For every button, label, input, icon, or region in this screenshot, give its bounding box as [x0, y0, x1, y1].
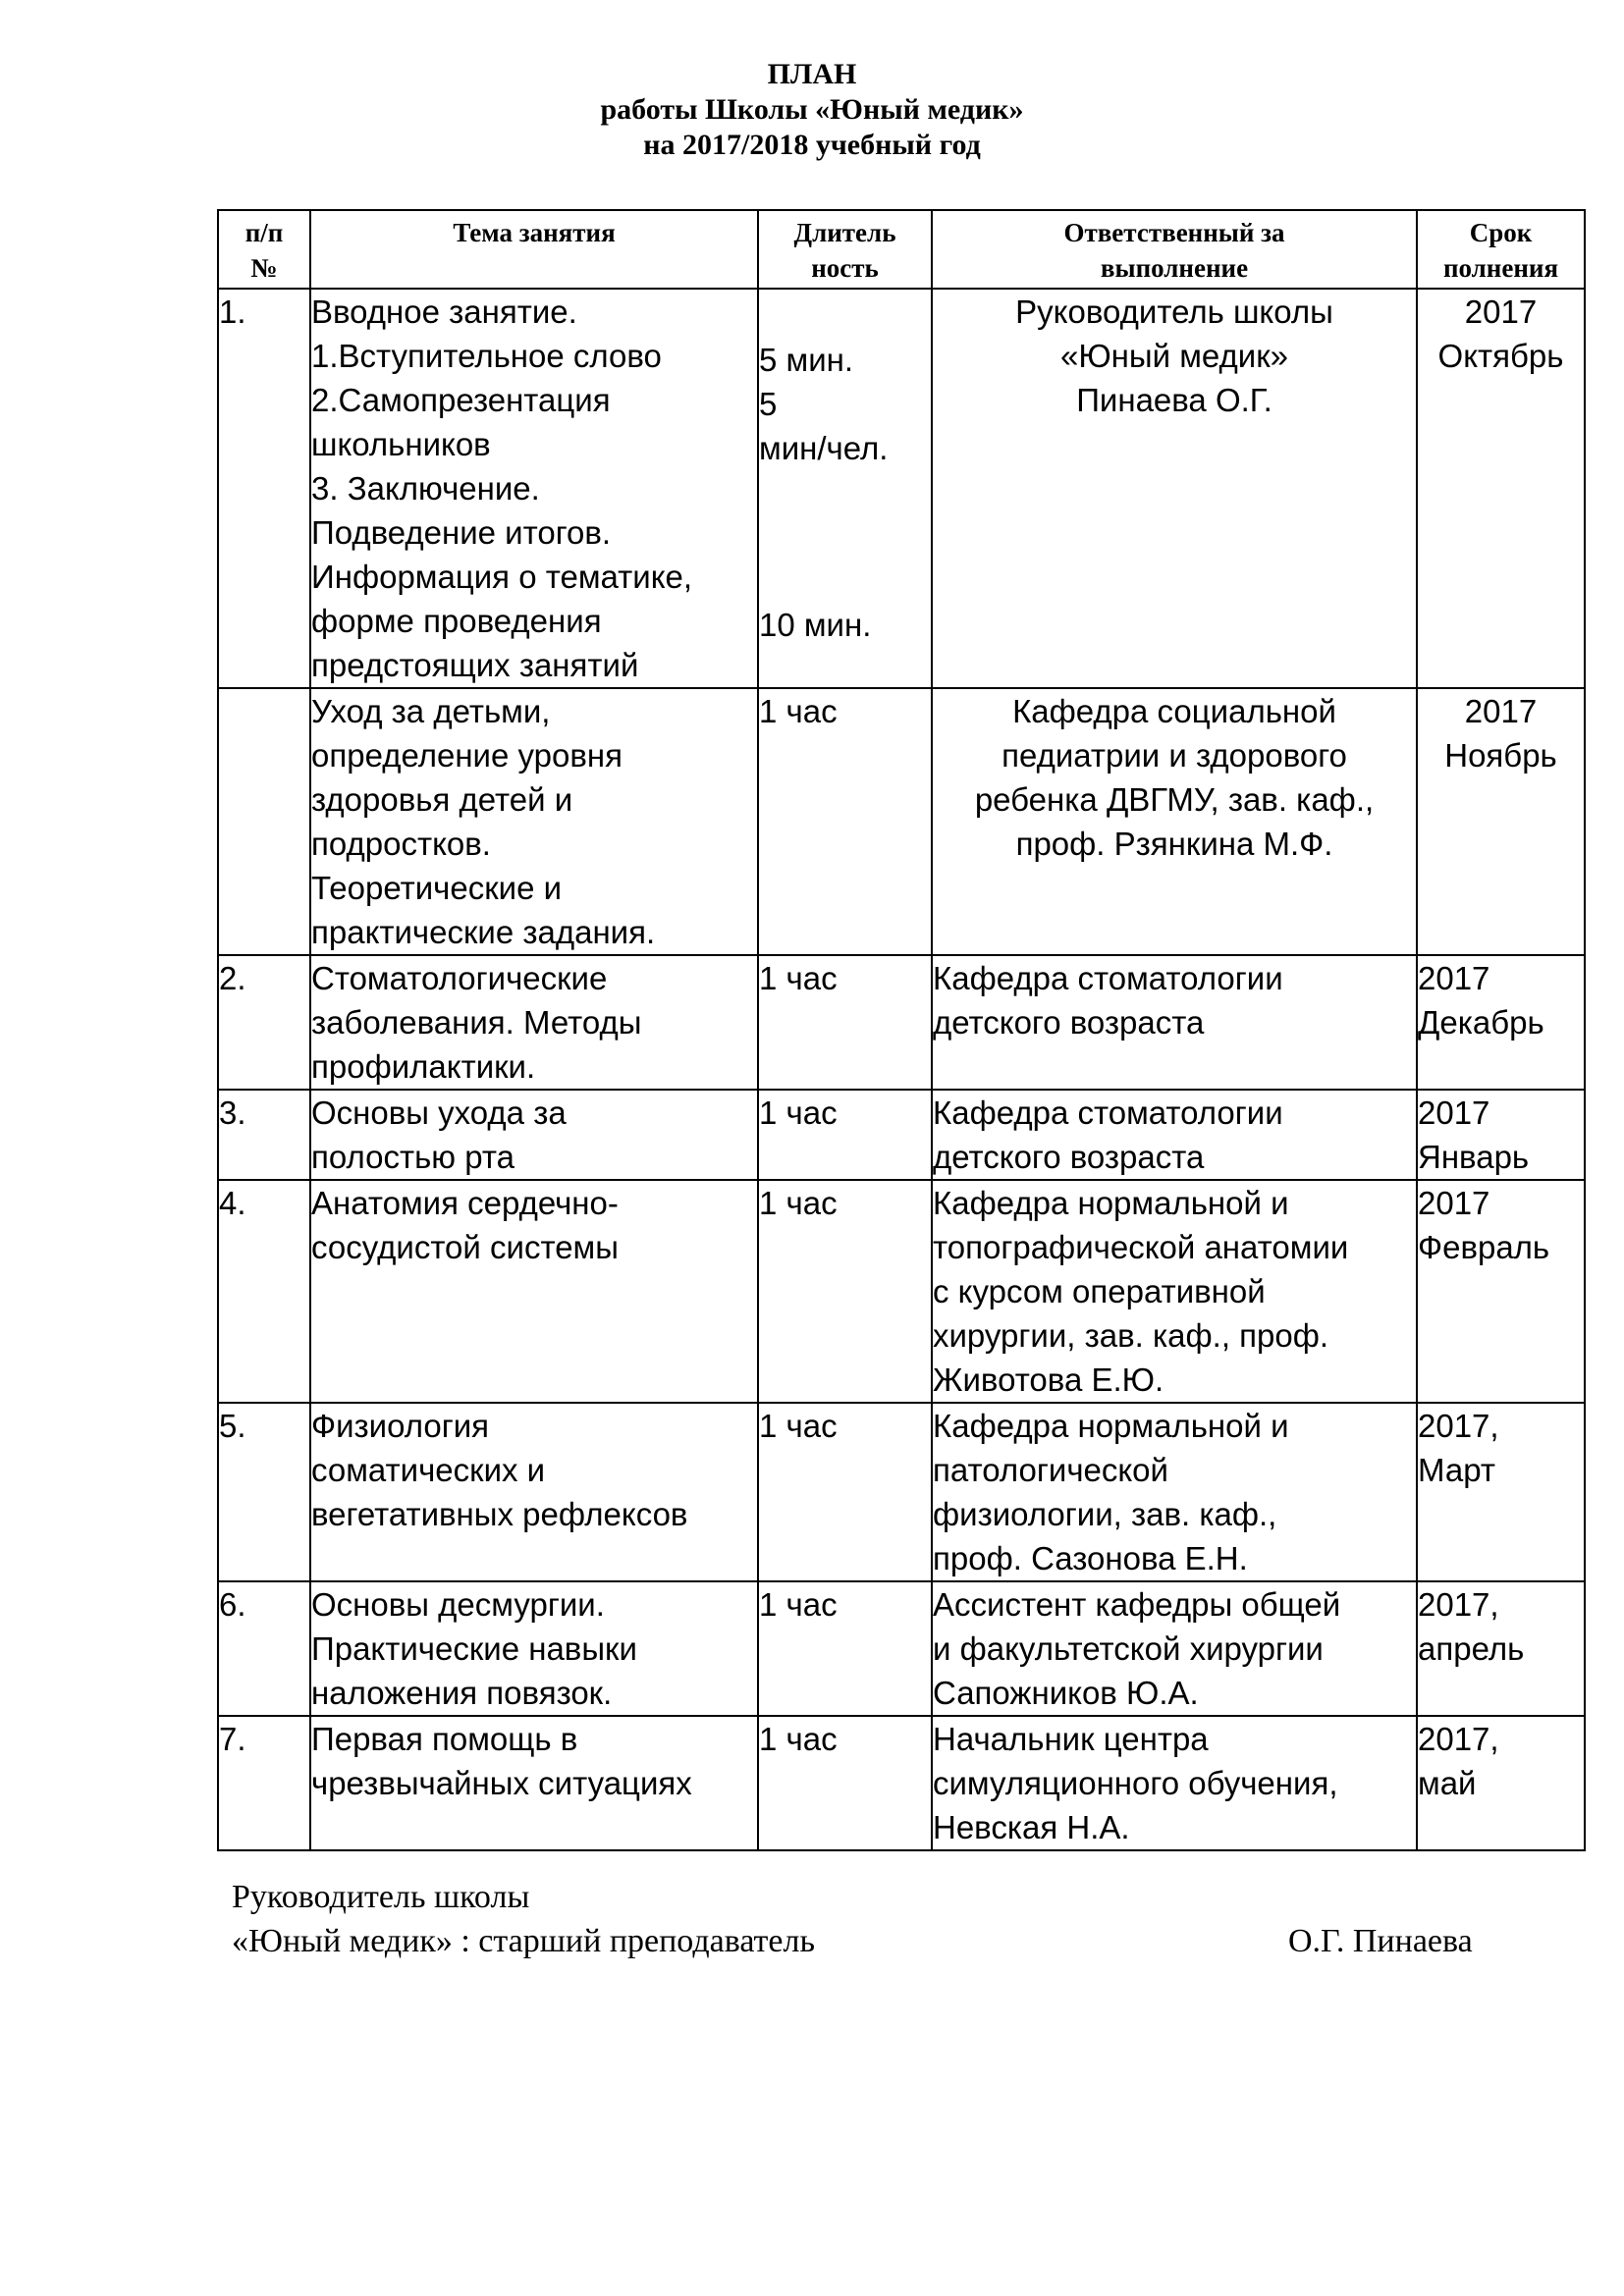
cell-number: 5. [218, 1403, 310, 1581]
cell-number: 4. [218, 1180, 310, 1403]
signature-block [232, 1875, 1508, 1963]
cell-responsible [932, 1581, 1417, 1716]
responsible-line: детского возраста [933, 1139, 1205, 1175]
title-line-year: на 2017/2018 учебный год [643, 129, 981, 161]
duration-line: 10 мин. [759, 607, 872, 643]
plan-table-body [218, 289, 1585, 1850]
cell-topic [310, 1581, 758, 1716]
header-date-line-1: Срок [1469, 218, 1533, 247]
deadline-line: 2017 [1418, 1185, 1490, 1221]
topic-line: Практические навыки [311, 1630, 637, 1667]
topic-line: здоровья детей и [311, 781, 573, 818]
cell-deadline [1417, 1716, 1585, 1850]
cell-duration [758, 1090, 932, 1180]
responsible-line: хирургии, зав. каф., проф. [933, 1317, 1329, 1354]
responsible-line: Кафедра стоматологии [933, 1095, 1283, 1131]
responsible-line: симуляционного обучения, [933, 1765, 1338, 1801]
table-row [218, 289, 1585, 688]
deadline-line: 2017, [1418, 1586, 1499, 1623]
topic-line: 3. Заключение. [311, 470, 540, 507]
responsible-line: Сапожников Ю.А. [933, 1675, 1199, 1711]
responsible-line: с курсом оперативной [933, 1273, 1266, 1309]
deadline-line: Ноябрь [1444, 737, 1557, 774]
cell-number [218, 688, 310, 955]
topic-line: наложения повязок. [311, 1675, 613, 1711]
deadline-line: Декабрь [1418, 1004, 1544, 1041]
topic-line: Анатомия сердечно- [311, 1185, 619, 1221]
topic-line: Уход за детьми, [311, 693, 551, 729]
table-header-row [218, 210, 1585, 289]
responsible-line: ребенка ДВГМУ, зав. каф., [974, 781, 1375, 818]
cell-deadline [1417, 1403, 1585, 1581]
duration-line: мин/чел. [759, 430, 889, 466]
cell-number: 6. [218, 1581, 310, 1716]
duration-line: 1 час [759, 693, 838, 729]
duration-line: 5 [759, 386, 778, 422]
responsible-line: физиологии, зав. каф., [933, 1496, 1277, 1532]
duration-line: 1 час [759, 960, 838, 996]
cell-deadline [1417, 1090, 1585, 1180]
title-line-plan: ПЛАН [767, 58, 857, 90]
cell-responsible [932, 955, 1417, 1090]
topic-line: соматических и [311, 1452, 546, 1488]
deadline-line: 2017 [1464, 294, 1538, 330]
responsible-line: патологической [933, 1452, 1168, 1488]
topic-line: Физиология [311, 1408, 490, 1444]
cell-topic [310, 688, 758, 955]
deadline-line: Март [1418, 1452, 1495, 1488]
deadline-line: апрель [1418, 1630, 1525, 1667]
footer-signature-name: О.Г. Пинаева [1288, 1923, 1473, 1959]
table-row [218, 1180, 1585, 1403]
cell-responsible [932, 688, 1417, 955]
responsible-line: и факультетской хирургии [933, 1630, 1324, 1667]
deadline-line: 2017, [1418, 1721, 1499, 1757]
topic-line: Стоматологические [311, 960, 608, 996]
duration-line: 1 час [759, 1721, 838, 1757]
header-duration [758, 210, 932, 289]
duration-line: 1 час [759, 1185, 838, 1221]
cell-deadline [1417, 1581, 1585, 1716]
responsible-line: Пинаева О.Г. [1076, 382, 1272, 418]
duration-line: 1 час [759, 1095, 838, 1131]
cell-duration [758, 955, 932, 1090]
cell-duration [758, 1180, 932, 1403]
topic-line: чрезвычайных ситуациях [311, 1765, 692, 1801]
cell-number: 2. [218, 955, 310, 1090]
cell-responsible [932, 1180, 1417, 1403]
responsible-line: Начальник центра [933, 1721, 1209, 1757]
topic-line: определение уровня [311, 737, 623, 774]
responsible-line: «Юный медик» [1059, 338, 1289, 374]
header-responsible [932, 210, 1417, 289]
topic-line: Основы ухода за [311, 1095, 567, 1131]
responsible-line: проф. Сазонова Е.Н. [933, 1540, 1248, 1576]
footer-position-line-2: «Юный медик» : старший преподаватель [232, 1923, 815, 1959]
topic-line: подростков. [311, 826, 491, 862]
deadline-line: Февраль [1418, 1229, 1550, 1265]
header-responsible-line-2: выполнение [1100, 253, 1249, 283]
plan-table [217, 209, 1586, 1851]
deadline-line: Октябрь [1437, 338, 1564, 374]
duration-line: 1 час [759, 1586, 838, 1623]
cell-topic [310, 1180, 758, 1403]
header-num [218, 210, 310, 289]
responsible-line: Кафедра нормальной и [933, 1408, 1289, 1444]
cell-topic [310, 1403, 758, 1581]
deadline-line: май [1418, 1765, 1477, 1801]
responsible-line: Невская Н.А. [933, 1809, 1130, 1845]
topic-line: профилактики. [311, 1048, 536, 1085]
topic-line: предстоящих занятий [311, 647, 639, 683]
cell-number: 3. [218, 1090, 310, 1180]
duration-line: 1 час [759, 1408, 838, 1444]
cell-responsible [932, 1090, 1417, 1180]
responsible-line: Руководитель школы [1015, 294, 1333, 330]
topic-line: полостью рта [311, 1139, 514, 1175]
table-row [218, 1581, 1585, 1716]
footer-position-line-1: Руководитель школы [232, 1879, 530, 1915]
cell-responsible [932, 1716, 1417, 1850]
header-date-line-2: полнения [1442, 253, 1559, 283]
topic-line: Информация о тематике, [311, 559, 693, 595]
cell-duration [758, 1716, 932, 1850]
cell-duration [758, 1403, 932, 1581]
topic-line: сосудистой системы [311, 1229, 619, 1265]
topic-line: Вводное занятие. [311, 294, 577, 330]
responsible-line: проф. Рзянкина М.Ф. [1015, 826, 1333, 862]
topic-line: вегетативных рефлексов [311, 1496, 688, 1532]
cell-deadline [1417, 688, 1585, 955]
cell-deadline [1417, 955, 1585, 1090]
topic-line: форме проведения [311, 603, 602, 639]
cell-deadline [1417, 289, 1585, 688]
duration-line: 5 мин. [759, 342, 854, 378]
deadline-line: 2017 [1418, 960, 1490, 996]
cell-deadline [1417, 1180, 1585, 1403]
table-row [218, 1403, 1585, 1581]
topic-line: Подведение итогов. [311, 514, 612, 551]
responsible-line: Кафедра стоматологии [933, 960, 1283, 996]
responsible-line: топографической анатомии [933, 1229, 1349, 1265]
table-row [218, 688, 1585, 955]
cell-number: 7. [218, 1716, 310, 1850]
header-date [1417, 210, 1585, 289]
header-num-line-1: п/п [244, 218, 284, 247]
cell-topic [310, 955, 758, 1090]
topic-line: 1.Вступительное слово [311, 338, 662, 374]
header-topic: Тема занятия [310, 210, 758, 289]
cell-topic [310, 1716, 758, 1850]
cell-topic [310, 1090, 758, 1180]
topic-line: практические задания. [311, 914, 656, 950]
table-row [218, 955, 1585, 1090]
cell-duration [758, 688, 932, 955]
cell-responsible [932, 1403, 1417, 1581]
table-row [218, 1716, 1585, 1850]
topic-line: заболевания. Методы [311, 1004, 642, 1041]
title-line-school: работы Школы «Юный медик» [600, 93, 1024, 126]
cell-topic [310, 289, 758, 688]
deadline-line: Январь [1418, 1139, 1530, 1175]
deadline-line: 2017 [1418, 1095, 1490, 1131]
cell-number: 1. [218, 289, 310, 688]
responsible-line: детского возраста [933, 1004, 1205, 1041]
cell-responsible [932, 289, 1417, 688]
cell-duration [758, 289, 932, 688]
topic-line: Основы десмургии. [311, 1586, 605, 1623]
cell-duration [758, 1581, 932, 1716]
deadline-line: 2017, [1418, 1408, 1499, 1444]
header-duration-line-2: ность [811, 253, 879, 283]
topic-line: Теоретические и [311, 870, 563, 906]
topic-line: 2.Самопрезентация [311, 382, 611, 418]
header-responsible-line-1: Ответственный за [1063, 218, 1285, 247]
deadline-line: 2017 [1464, 693, 1538, 729]
topic-line: Первая помощь в [311, 1721, 578, 1757]
topic-line: школьников [311, 426, 491, 462]
responsible-line: Ассистент кафедры общей [933, 1586, 1341, 1623]
header-duration-line-1: Длитель [793, 218, 896, 247]
responsible-line: Кафедра социальной [1012, 693, 1336, 729]
header-num-line-2: № [250, 253, 278, 283]
table-row [218, 1090, 1585, 1180]
document-title [0, 57, 1624, 163]
responsible-line: Животова Е.Ю. [933, 1362, 1164, 1398]
responsible-line: педиатрии и здорового [1001, 737, 1347, 774]
responsible-line: Кафедра нормальной и [933, 1185, 1289, 1221]
